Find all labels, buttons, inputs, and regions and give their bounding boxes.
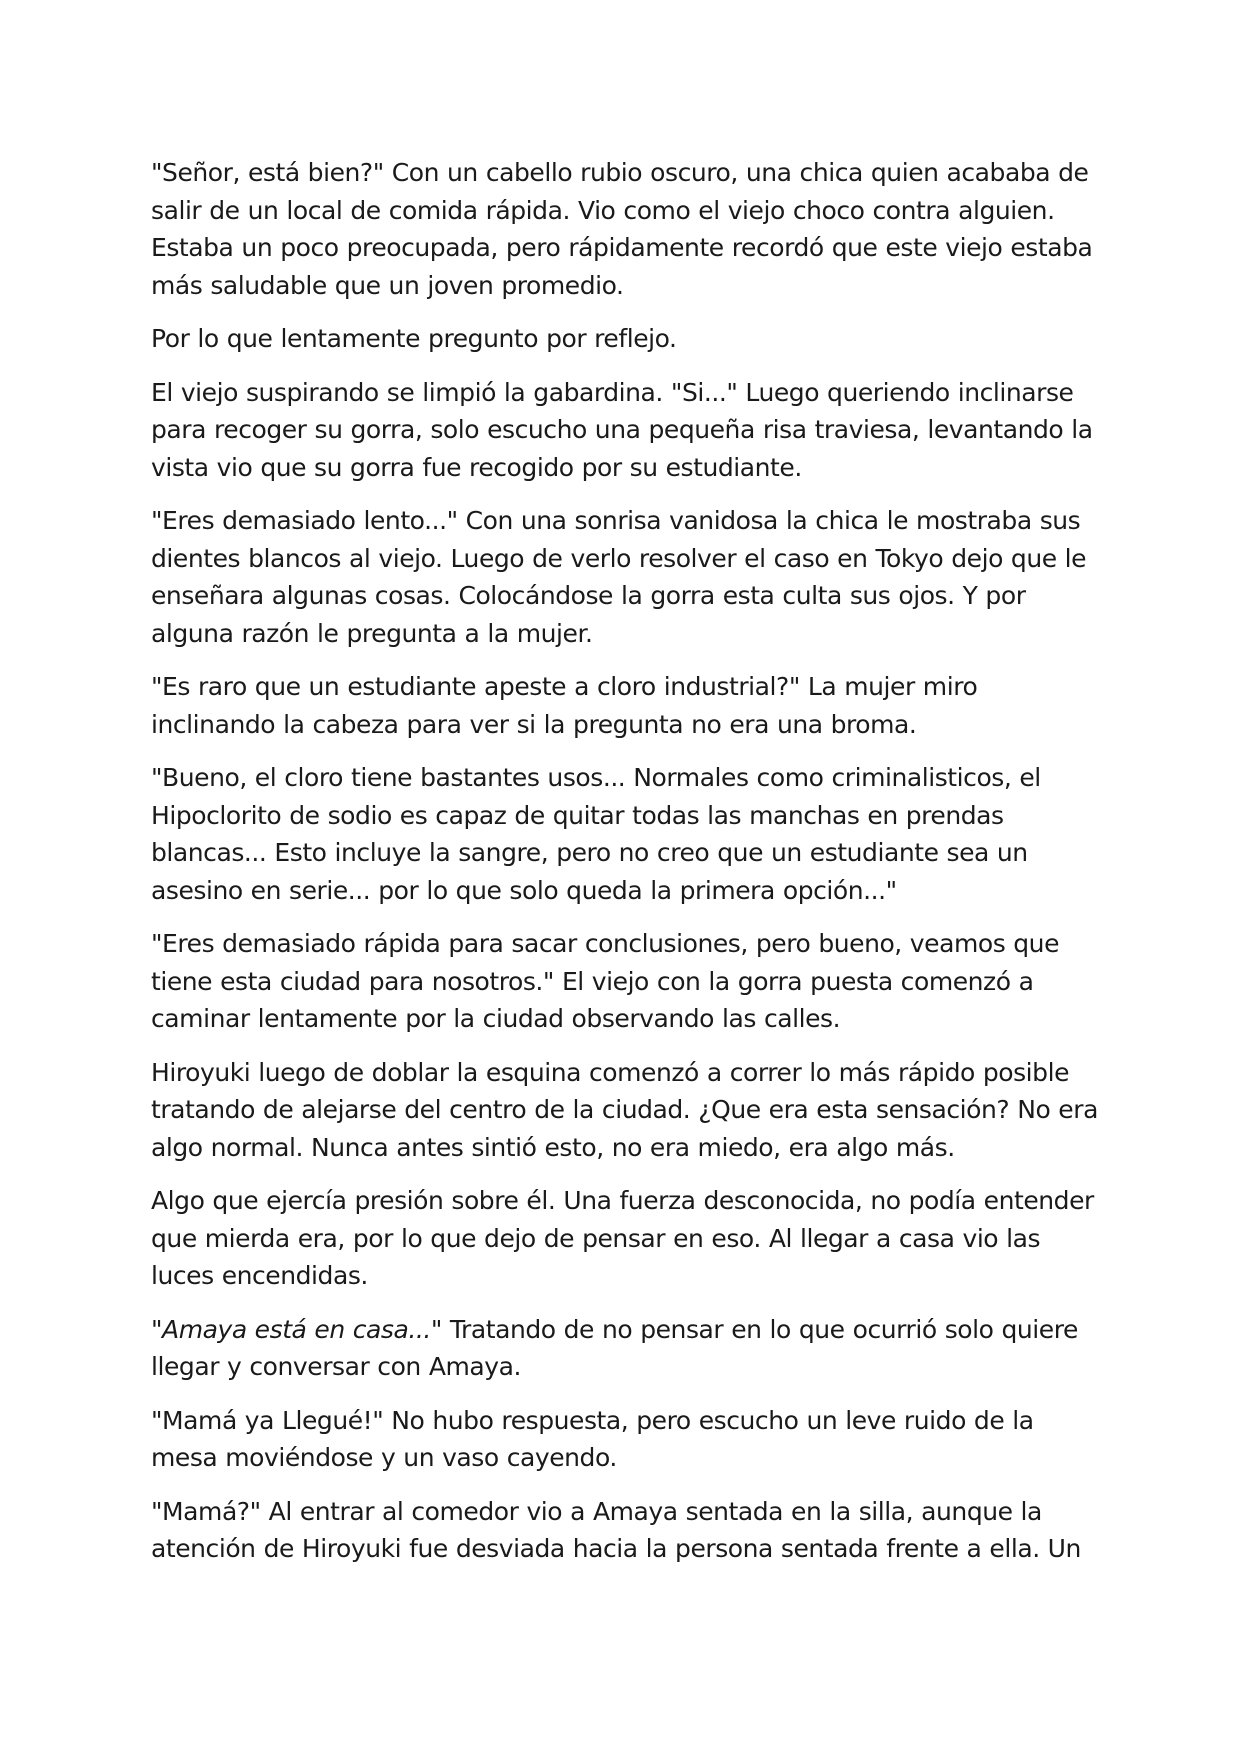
paragraph-3: El viejo suspirando se limpió la gabardina. "Si..." Luego queriendo inclinarse para recoger su gorra, solo escucho una pequeña risa traviesa, levantando la vista vio que su gorra fue recogido por su estudiante. [151,377,1093,482]
thought-text: "Amaya está en casa..." [151,1314,442,1344]
paragraph-9: Algo que ejercía presión sobre él. Una fuerza desconocida, no podía entender que mierda era, por lo que dejo de pensar en eso. Al llegar a casa vio las luces encendidas. [151,1186,1094,1290]
paragraph-7: "Eres demasiado rápida para sacar conclusiones, pero bueno, veamos que tiene esta ciudad para nosotros." El viejo con la gorra puesta comenzó a caminar lentamente por la ciudad observando las calles. [151,929,1060,1033]
paragraph-12: "Mamá?" Al entrar al comedor vio a Amaya sentada en la silla, aunque la atención de Hiroyuki fue desviada hacia la persona sentada frente a ella. Un [151,1496,1081,1563]
paragraph-10-rest: Tratando de no pensar en lo que ocurrió solo quiere llegar y conversar con Amaya. [151,1314,1078,1381]
paragraph-5: "Es raro que un estudiante apeste a cloro industrial?" La mujer miro inclinando la cabeza para ver si la pregunta no era una broma. [151,672,978,739]
paragraph-2: Por lo que lentamente pregunto por reflejo. [151,324,677,353]
paragraph-10 [151,1311,1101,1386]
document-body [151,154,1101,1584]
paragraph-8: Hiroyuki luego de doblar la esquina comenzó a correr lo más rápido posible tratando de alejarse del centro de la ciudad. ¿Que era esta sensación? No era algo normal. Nunca antes sintió esto, no era miedo, era algo más. [151,1057,1098,1162]
paragraph-1: "Señor, está bien?" Con un cabello rubio oscuro, una chica quien acababa de salir de un local de comida rápida. Vio como el viejo choco contra alguien. Estaba un poco preocupada, pero rápidamente recordó que este viejo estaba más saludable que un joven promedio. [151,158,1093,300]
paragraph-6: "Bueno, el cloro tiene bastantes usos... Normales como criminalisticos, el Hipoclorito de sodio es capaz de quitar todas las manchas en prendas blancas... Esto incluye la sangre, pero no creo que un estudiante sea un asesino en serie... por lo que solo queda la primera opción..." [151,763,1041,905]
paragraph-11: "Mamá ya Llegué!" No hubo respuesta, pero escucho un leve ruido de la mesa moviéndose y un vaso cayendo. [151,1405,1034,1472]
paragraph-4: "Eres demasiado lento..." Con una sonrisa vanidosa la chica le mostraba sus dientes blancos al viejo. Luego de verlo resolver el caso en Tokyo dejo que le enseñara algunas cosas. Colocándose la gorra esta culta sus ojos. Y por alguna razón le pregunta a la mujer. [151,506,1087,648]
